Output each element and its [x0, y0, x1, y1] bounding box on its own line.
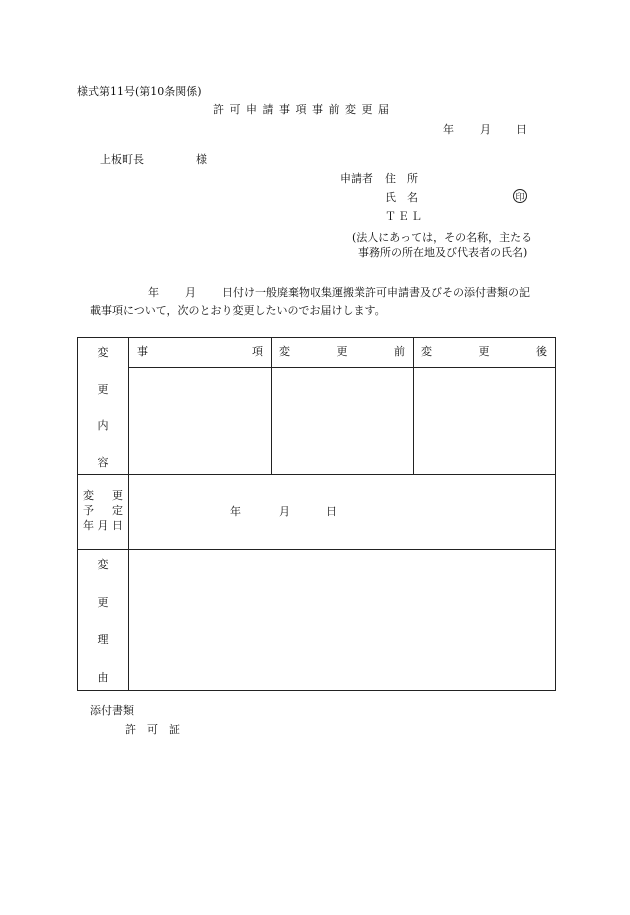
- attachments-label: 添付書類: [90, 704, 134, 717]
- table-divider: [128, 367, 556, 368]
- column-header-after: 変 更 後: [421, 345, 547, 358]
- addressee-name: 上板町長: [100, 153, 144, 166]
- schedule-year: 年: [230, 505, 241, 518]
- applicant-note-line1: (法人にあっては，その名称，主たる: [352, 231, 533, 244]
- schedule-label-row3: 年 月 日: [83, 519, 123, 532]
- applicant-label: 申請者: [340, 172, 373, 185]
- name-label: 氏 名: [385, 191, 418, 204]
- date-year: 年: [443, 123, 454, 136]
- addressee-honorific: 様: [196, 153, 207, 166]
- attachment-item: 許 可 証: [125, 723, 180, 736]
- body-line2: 載事項について，次のとおり変更したいのでお届けします。: [90, 304, 386, 317]
- schedule-month: 月: [279, 505, 290, 518]
- table-divider: [128, 337, 129, 691]
- schedule-day: 日: [326, 505, 337, 518]
- form-title: 許 可 申 請 事 項 事 前 変 更 届: [213, 103, 390, 116]
- table-divider: [413, 337, 414, 474]
- form-number: 様式第11号(第10条関係): [77, 85, 202, 98]
- date-day: 日: [516, 123, 527, 136]
- change-reason-label: 変 更 理 由: [97, 558, 109, 684]
- body-month: 月: [185, 286, 196, 299]
- date-month: 月: [480, 123, 491, 136]
- column-header-before: 変 更 前: [279, 345, 405, 358]
- column-header-item: 事 項: [137, 345, 263, 358]
- body-line1: 日付け一般廃棄物収集運搬業許可申請書及びその添付書類の記: [222, 286, 530, 299]
- body-year: 年: [148, 286, 159, 299]
- change-table: [77, 337, 556, 691]
- table-divider: [77, 474, 556, 475]
- applicant-note-line2: 事務所の所在地及び代表者の氏名): [358, 246, 528, 259]
- table-divider: [271, 337, 272, 474]
- seal-icon: 印: [513, 189, 527, 203]
- address-label: 住 所: [385, 172, 418, 185]
- schedule-label-row1: 変 更: [83, 489, 123, 502]
- table-divider: [77, 549, 556, 550]
- change-contents-label: 変 更 内 容: [97, 346, 109, 469]
- tel-label: ＴＥＬ: [385, 210, 424, 223]
- schedule-label-row2: 予 定: [83, 504, 123, 517]
